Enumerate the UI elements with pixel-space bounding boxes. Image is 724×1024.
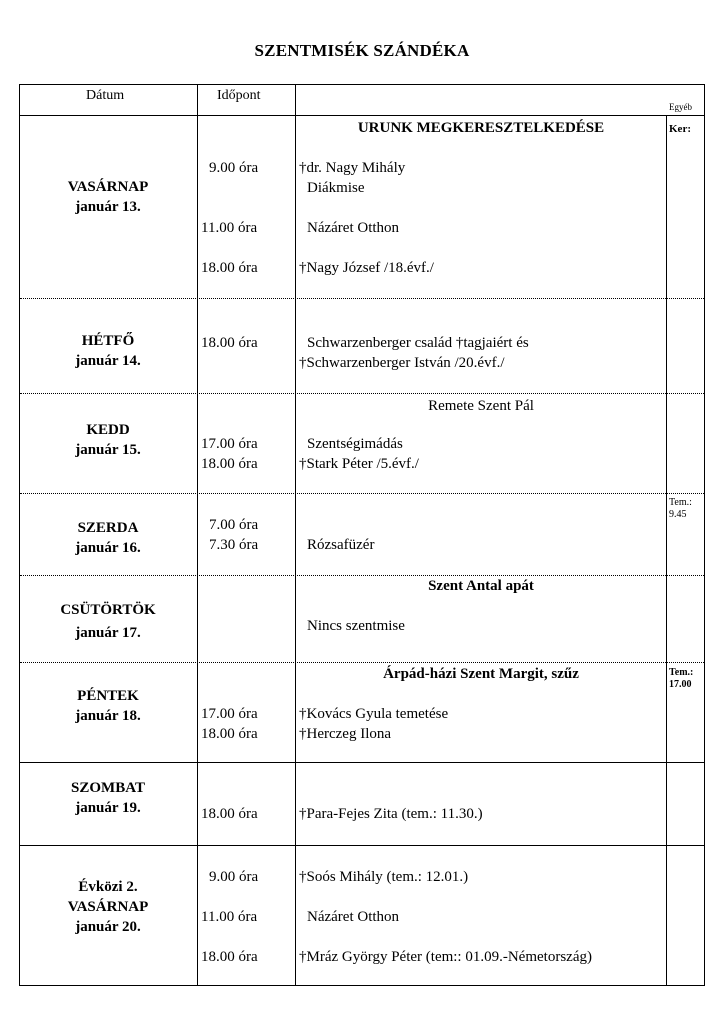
mass-intention: Nincs szentmise: [307, 618, 405, 634]
header-date: Dátum: [86, 88, 125, 103]
note: Tem.: 9.45: [669, 497, 692, 520]
mass-intention: Rózsafüzér: [307, 537, 375, 553]
mass-intention: Schwarzenberger család †tagjaiért és: [307, 335, 529, 351]
row-separator: [20, 493, 704, 494]
row-separator: [20, 575, 704, 576]
mass-time: 18.00 óra: [201, 949, 258, 965]
mass-time: 11.00 óra: [201, 220, 258, 236]
day-label: KEDD január 15.: [75, 422, 141, 458]
column-divider: [295, 85, 296, 985]
day-label: SZOMBAT január 19.: [71, 780, 145, 816]
mass-time: 17.00 óra: [201, 436, 258, 452]
mass-time: 7.00 óra: [209, 517, 259, 533]
header-time: Időpont: [217, 88, 261, 103]
mass-time: 18.00 óra: [201, 456, 258, 472]
feast-name: Szent Antal apát: [428, 578, 534, 594]
header-other: Egyéb: [669, 102, 692, 112]
schedule-table: [19, 84, 705, 986]
feast-name: URUNK MEGKERESZTELKEDÉSE: [357, 120, 605, 136]
mass-intention: †Stark Péter /5.évf./: [299, 456, 419, 472]
note: Tem.: 17.00: [669, 667, 694, 690]
mass-intention: Názáret Otthon: [307, 220, 400, 236]
mass-time: 17.00 óra: [201, 706, 258, 722]
feast-name: Remete Szent Pál: [428, 398, 534, 414]
mass-intention: †Nagy József /18.évf./: [299, 260, 434, 276]
day-label: SZERDA január 16.: [75, 520, 141, 556]
mass-time: 18.00 óra: [201, 260, 258, 276]
day-label: CSÜTÖRTÖK január 17.: [60, 602, 156, 641]
page-title: SZENTMISÉK SZÁNDÉKA: [254, 41, 470, 60]
mass-intention: †Soós Mihály (tem.: 12.01.): [299, 869, 469, 885]
mass-time: 9.00 óra: [209, 869, 259, 885]
mass-time: 11.00 óra: [201, 909, 258, 925]
feast-name: Árpád-házi Szent Margit, szűz: [383, 666, 579, 682]
mass-time: 18.00 óra: [201, 806, 258, 822]
day-label: PÉNTEK január 18.: [75, 688, 141, 724]
mass-intention: †dr. Nagy Mihály: [299, 160, 406, 176]
row-separator: [20, 845, 704, 846]
row-separator: [20, 762, 704, 763]
mass-intention: Szentségimádás: [307, 436, 403, 452]
mass-intention: Názáret Otthon: [307, 909, 400, 925]
row-separator: [20, 298, 704, 299]
mass-intention: †Schwarzenberger István /20.évf./: [299, 355, 505, 371]
mass-time: 18.00 óra: [201, 726, 258, 742]
day-label: Évközi 2. VASÁRNAP január 20.: [67, 879, 149, 935]
note: Ker:: [669, 123, 691, 135]
mass-intention: †Para-Fejes Zita (tem.: 11.30.): [299, 806, 483, 822]
mass-time: 18.00 óra: [201, 335, 258, 351]
mass-time: 9.00 óra: [209, 160, 259, 176]
header-separator: [20, 115, 704, 116]
row-separator: [20, 393, 704, 394]
mass-time: 7.30 óra: [209, 537, 259, 553]
mass-intention: †Kovács Gyula temetése: [299, 706, 449, 722]
day-label: VASÁRNAP január 13.: [67, 179, 149, 215]
row-separator: [20, 662, 704, 663]
column-divider: [197, 85, 198, 985]
mass-intention: †Mráz György Péter (tem:: 01.09.-Németország): [299, 949, 592, 965]
mass-intention: Diákmise: [307, 180, 365, 196]
column-divider: [666, 115, 667, 985]
day-label: HÉTFŐ január 14.: [75, 333, 141, 369]
mass-intention: †Herczeg Ilona: [299, 726, 392, 742]
